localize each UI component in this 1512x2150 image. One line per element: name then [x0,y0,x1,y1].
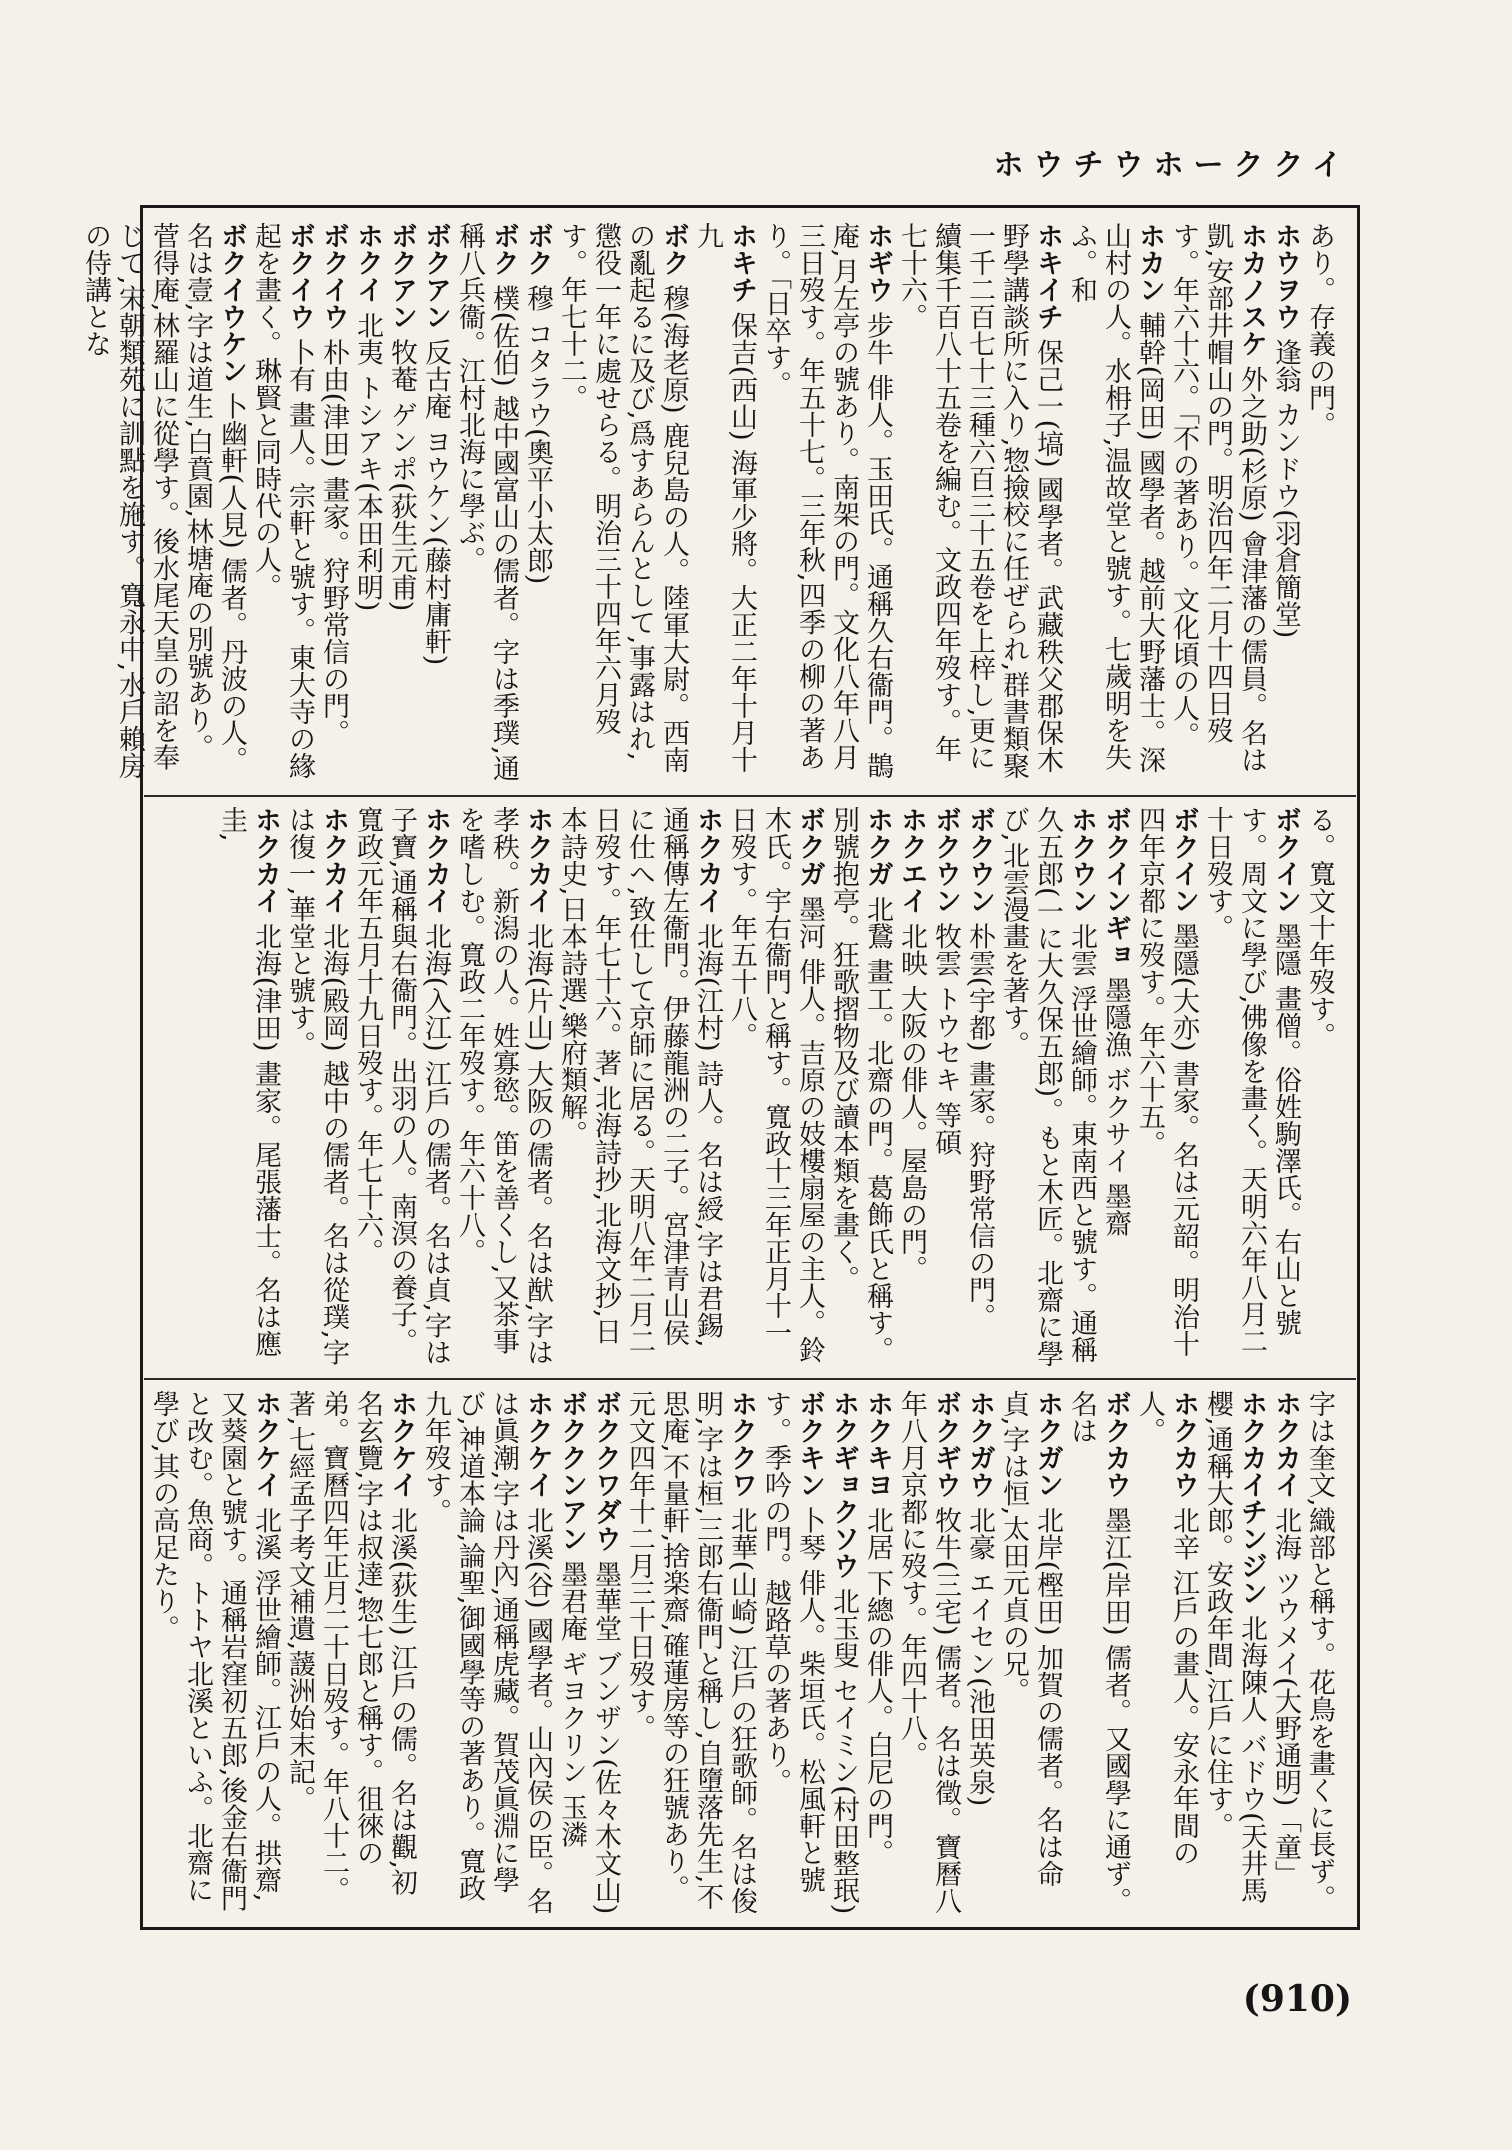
dictionary-entry [1132,806,1200,1368]
entry-text: 北海陳人 バドウ(天井馬櫻,通稱大郎。安政年間,江戶に住す。 [1202,1390,1267,1904]
entry-text: 北鵞 畫工。北齋の門。葛飾氏と稱す。別號抱亭。狂歌摺物及び讀本類を畫く。 [828,806,893,1364]
entry-reading: ボクイン [1270,806,1301,914]
entry-reading: ボクイン [1168,806,1199,914]
dictionary-entry [282,1390,418,1918]
entry-reading: ボククワダウ [590,1390,621,1552]
dictionary-entry [248,222,316,784]
entry-reading: ホクガウ [964,1390,995,1498]
entry-reading: ボクイウ [318,222,349,330]
entry-text: 輔幹(岡田) 國學者。越前大野藩士。深山村の人。水枏子,温故堂と號す。七歲明を失ふ。和 [1066,222,1165,774]
entry-text: 北玉叟 セイミン(村田整珉) [828,1587,859,1915]
entry-reading: ホクケイ [386,1390,417,1498]
entry-reading: ボク [488,222,519,276]
entry-reading: ボクアン [420,222,451,330]
entry-text: 北岸(樫田) 加賀の儒者。名は命貞,字は恒,太田元貞の兄。 [998,1390,1063,1888]
entry-reading: ホクカイ [250,806,281,914]
entry-text: 穆(海老原) 鹿兒島の人。陸軍大尉。西南の亂起るに及び,爲すあらんとして,事露はれ,懲役一年に處せらる。明治三十四年六月歿す。年七十二。 [556,222,689,774]
entry-text: る。寬文十年歿す。 [1304,806,1335,1049]
entry-text: 北海(殿岡) 越中の儒者。名は從璞,字は復一,華堂と號す。 [284,806,349,1366]
dictionary-entry [894,1390,962,1918]
dictionary-entry [996,1390,1064,1918]
entry-text: 北映 大阪の俳人。屋島の門。 [896,922,927,1283]
dictionary-band-1 [80,222,1336,784]
entry-text: 墨河 俳人。吉原の妓樓扇屋の主人。鈴木氏。宇右衞門と稱す。寬政十三年正月十一日歿す。年五十八。 [726,806,825,1364]
dictionary-entry [928,806,962,1368]
dictionary-entry [962,1390,996,1918]
dictionary-entry [1302,1390,1336,1918]
entry-reading: ホクケイ [250,1390,281,1498]
dictionary-entry [894,806,928,1368]
entry-text: 北海(江村) 詩人。名は綬,字は君錫,通稱傳左衞門。伊藤龍洲の二子。宮津青山侯に仕へ,致仕して京師に居る。天明八年二月二日歿す。年七十六。著,北海詩抄,北海文抄,日本詩史,日本詩選,樂府類解。 [556,806,723,1355]
entry-text: 朴由(津田) 畫家。狩野常信の門。 [318,338,349,747]
dictionary-band-3 [148,1390,1336,1918]
entry-reading: ホウヲウ [1270,222,1301,330]
dictionary-entry [1302,222,1336,784]
dictionary-entry [1064,222,1166,784]
entry-text: 牧雲 トウセキ 等碩 [930,922,961,1156]
entry-text: 牧牛(三宅) 儒者。名は徵。寶曆八年八月京都に歿す。年四十八。 [896,1390,961,1915]
entry-reading: ホクカイ [692,806,723,914]
dictionary-entry [554,1390,588,1918]
entry-text: 墨君庵 ギヨクリン 玉潾 [556,1560,587,1848]
dictionary-entry [826,806,894,1368]
entry-text: 卜有 畫人。宗軒と號す。東大寺の緣起を畫く。琳賢と同時代の人。 [250,222,315,780]
dictionary-entry [452,806,554,1368]
dictionary-entry [894,222,1064,784]
entry-text: 北辛 江戶の畫人。安永年間の人。 [1134,1390,1199,1867]
entry-reading: ボク [522,222,553,276]
dictionary-entry [1132,1390,1200,1918]
entry-text: 墨江(岸田) 儒者。又國學に通ず。名は [1066,1390,1131,1915]
entry-text: 外之助(杉原) 會津藩の儒員。名は凱,安部井帽山の門。明治四年二月十四日歿す。年六十六。「不の著あり。文化頃の人。 [1168,222,1267,774]
entry-text: 北雲 浮世繪師。東南西と號す。通稱久五郎(一に大久保五郎)。もと木匠。北齋に學び,北雲漫畫を著す。 [998,806,1097,1368]
entry-text: 牧菴 ゲンポ(荻生元甫) [386,338,417,612]
dictionary-entry [758,222,894,784]
entry-reading: ホクイ [352,222,383,303]
dictionary-entry [826,1390,860,1918]
entry-text: 卜幽軒(人見) 儒者。丹波の人。名は壹,字は道生,白賁園,林塘庵の別號あり。菅得庵,林羅山に從學す。後水尾天皇の詔を奉じて,宋朝類苑に訓點を施す。寬永中,水戶賴房の侍講とな [80,222,247,780]
dictionary-entry [1268,222,1302,784]
entry-reading: ボクカウ [1100,1390,1131,1498]
dictionary-entry [1268,1390,1302,1918]
dictionary-entry [724,806,826,1368]
entry-text: 北華(山崎) 江戶の狂歌師。名は俊明,字は桓,三郎右衞門と稱し,自墮落先生,不思庵,不量軒,捨楽齋,確蓮房等の狂號あり。元文四年十二月三十日歿す。 [624,1390,757,1915]
dictionary-entry [588,1390,622,1918]
entry-text: 步牛 俳人。玉田氏。通稱久右衞門。鵲庵,月左亭の號あり。南架の門。文化八年八月三日歿す。年五十七。三年秋,四季の柳の著あり。「日卒す。 [760,222,893,780]
entry-text: 北海 ツウメイ(大野通明)「童」 [1270,1506,1301,1888]
dictionary-entry [1200,1390,1268,1918]
entry-text: 北居 下總の俳人。白尼の門。 [862,1506,893,1867]
entry-text: 北海(津田) 畫家。尾張藩士。名は應圭, [216,806,281,1358]
entry-reading: ホクカイ [1270,1390,1301,1498]
entry-text: 北溪(谷) 國學者。山內侯の臣。名は眞潮,字は丹內,通稱虎藏。賀茂眞淵に學び,神道本論,論聖,御國學等の著あり。寬政九年歿す。 [420,1390,553,1915]
entry-reading: ボクギウ [930,1390,961,1498]
dictionary-entry [996,806,1098,1368]
dictionary-entry [316,222,350,784]
entry-text: 穆 コタラウ(奧平小太郎) [522,284,553,585]
entry-text: 樸(佐伯) 越中國富山の儒者。字は季璞,通稱八兵衞。江村北海に學ぶ。 [454,222,519,782]
dictionary-entry [350,806,452,1368]
entry-reading: ホクガン [1032,1390,1063,1498]
band-divider [144,795,1356,797]
dictionary-entry [214,806,282,1368]
dictionary-entry [282,806,350,1368]
entry-text: 字は奎文,織部と稱す。花鳥を畫くに長ず。 [1304,1390,1335,1912]
dictionary-entry [1166,222,1268,784]
entry-text: 北夷 トシアキ(本田利明) [352,311,383,612]
entry-text: 逢翁 カンドウ(羽倉簡堂) [1270,338,1301,639]
entry-reading: ホクカイ [420,806,451,914]
entry-reading: ボクウン [964,806,995,914]
entry-reading: ボクインギョ [1100,806,1131,968]
entry-reading: ボクイウケン [216,222,247,384]
entry-reading: ボクキン [794,1390,825,1498]
dictionary-entry [350,222,384,784]
entry-reading: ホキイチ [1032,222,1063,330]
entry-reading: ホカン [1134,222,1165,303]
entry-reading: ホクケイ [522,1390,553,1498]
dictionary-entry [1098,806,1132,1368]
entry-text: 北溪(荻生) 江戶の儒。名は觀,初名玄覽,字は叔達,惣七郎と稱す。徂徠の弟。寶曆四年正月二十日歿す。年八十二。著,七經孟子考文補遺,蘐洲始末記。 [284,1390,417,1903]
entry-text: 北溪 浮世繪師。江戶の人。拱齋,又葵園と號す。通稱岩窪初五郎,後金右衞門と改む。魚商。トトヤ北溪といふ。北齋に學び,其の高足たり。 [148,1390,281,1912]
dictionary-entry [758,1390,826,1918]
entry-text: 反古庵 ヨウケン(藤村庸軒) [420,338,451,666]
dictionary-entry [554,806,724,1368]
entry-text: 墨隱漁 ボクサイ 墨齋 [1100,976,1131,1237]
entry-text: 保吉(西山) 海軍少將。大正二年十月十九 [692,222,757,774]
entry-reading: ホクキヨ [862,1390,893,1498]
entry-text: あり。存義の門。 [1304,222,1335,438]
entry-reading: ボククンアン [556,1390,587,1552]
page-header: ホウチウホーククイ [993,148,1352,183]
entry-reading: ホカノスケ [1236,222,1267,357]
dictionary-entry [520,222,554,784]
dictionary-band-2 [168,806,1336,1368]
entry-reading: ホククワ [726,1390,757,1498]
dictionary-entry [452,222,520,784]
dictionary-entry [146,1390,282,1918]
entry-reading: ボク [658,222,689,276]
entry-text: 保己一(塙) 國學者。武藏秩父郡保木野學講談所に入り,惣撿校に任ぜられ,群書類聚一千二百七十三種六百三十五卷を上梓し,更に續集千百八十五卷を編む。文政四年歿す。年七十六。 [896,222,1063,780]
entry-text: 墨隱 畫僧。俗姓駒澤氏。右山と號す。周文に學び,佛像を畫く。天明六年八月二十日歿す。 [1202,806,1301,1355]
dictionary-entry [860,1390,894,1918]
dictionary-entry [1302,806,1336,1368]
entry-reading: ホクカイ [318,806,349,914]
entry-reading: ホクカウ [1168,1390,1199,1498]
entry-text: 墨隱(大亦) 書家。名は元韶。明治十四年京都に歿す。年六十五。 [1134,806,1199,1358]
dictionary-entry [962,806,996,1368]
entry-text: 卜琴 俳人。柴垣氏。松風軒と號す。季吟の門。越路草の著あり。 [760,1390,825,1894]
entry-reading: ボクイウ [284,222,315,330]
entry-reading: ホクエイ [896,806,927,914]
entry-reading: ホキチ [726,222,757,303]
entry-reading: ホクガ [862,806,893,887]
entry-reading: ホクカイチンジン [1236,1390,1267,1606]
entry-reading: ボクアン [386,222,417,330]
page-number: (910) [1242,1978,1352,2020]
entry-text: 墨華堂 ブンザン(佐々木文山) [590,1560,621,1915]
entry-reading: ホクカイ [522,806,553,914]
dictionary-entry [418,222,452,784]
dictionary-entry [384,222,418,784]
dictionary-entry [554,222,690,784]
entry-text: 北海(片山) 大阪の儒者。名は猷,字は孝秩。新潟の人。姓寡慾。笛を善くし,又茶事を嗜しむ。寬政二年歿す。年六十八。 [454,806,553,1366]
dictionary-entry [418,1390,554,1918]
entry-text: 朴雲(宇都) 畫家。狩野常信の門。 [964,922,995,1331]
dictionary-entry [690,222,758,784]
entry-text: 北海(入江) 江戶の儒者。名は貞,字は子寶,通稱與右衞門。出羽の人。南溟の養子。寬政元年五月十九日歿す。年七十六。 [352,806,451,1366]
dictionary-entry [1064,1390,1132,1918]
entry-reading: ホクウン [1066,806,1097,914]
entry-reading: ボクガ [794,806,825,887]
dictionary-entry [1200,806,1302,1368]
dictionary-entry [622,1390,758,1918]
entry-reading: ボクウン [930,806,961,914]
entry-text: 北豪 エイセン(池田英泉) [964,1506,995,1807]
entry-reading: ホギウ [862,222,893,303]
dictionary-entry [78,222,248,784]
band-divider [144,1378,1356,1380]
entry-reading: ホクギョクソウ [828,1390,859,1579]
